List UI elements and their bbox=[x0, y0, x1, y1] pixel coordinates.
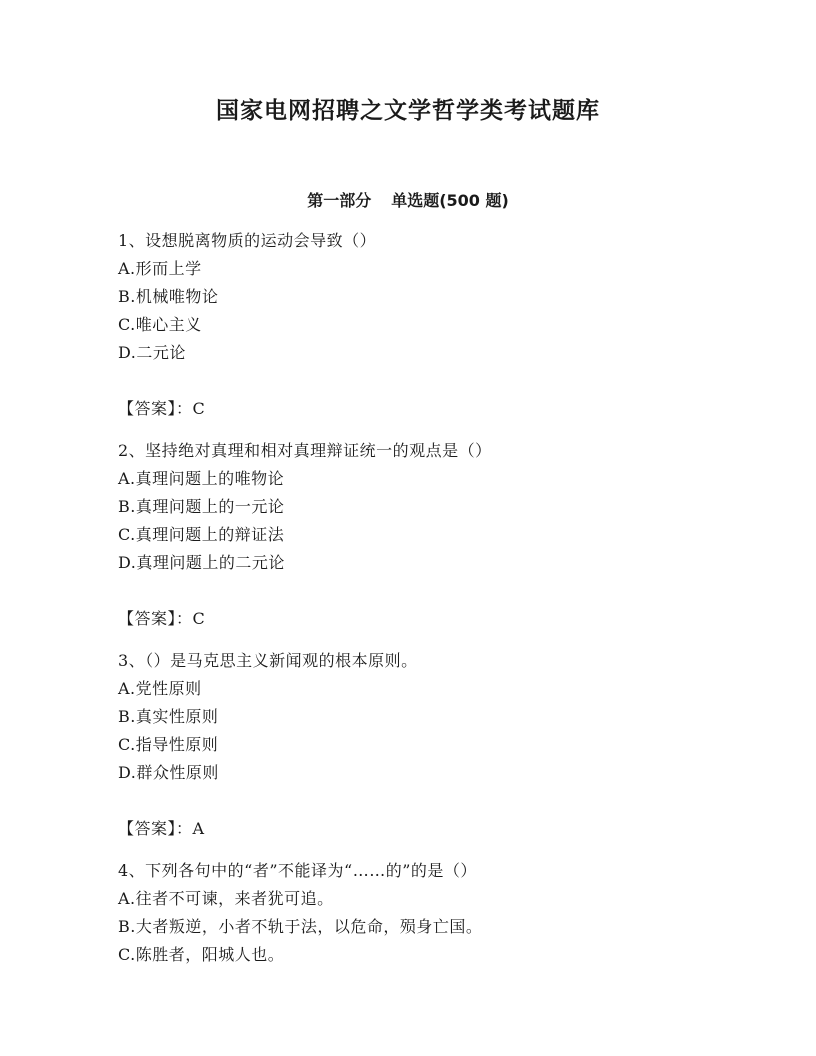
question-3 bbox=[118, 647, 738, 843]
question-4 bbox=[118, 857, 738, 969]
answer-value: C bbox=[192, 609, 206, 628]
answer-line bbox=[118, 395, 738, 423]
answer-line bbox=[118, 815, 738, 843]
answer-prefix: 【答案】： bbox=[118, 819, 193, 838]
option-c: C.陈胜者，阳城人也。 bbox=[118, 945, 285, 964]
option-c: C.真理问题上的辩证法 bbox=[118, 525, 285, 544]
question-1 bbox=[118, 227, 738, 423]
option-b: B.真理问题上的一元论 bbox=[118, 497, 285, 516]
answer-prefix: 【答案】： bbox=[118, 399, 193, 418]
option-d: D.群众性原则 bbox=[118, 763, 219, 782]
option-a: A.党性原则 bbox=[118, 679, 202, 698]
question-2 bbox=[118, 437, 738, 633]
question-stem: 4、下列各句中的“者”不能译为“……的”的是（） bbox=[118, 861, 477, 880]
option-b: B.真实性原则 bbox=[118, 707, 219, 726]
answer-value: A bbox=[192, 819, 205, 838]
option-a: A.形而上学 bbox=[118, 259, 202, 278]
question-stem: 2、坚持绝对真理和相对真理辩证统一的观点是（） bbox=[118, 441, 492, 460]
option-b: B.大者叛逆，小者不轨于法，以危命，殒身亡国。 bbox=[118, 917, 483, 936]
section-type: 单选题(500 题) bbox=[391, 191, 509, 210]
answer-value: C bbox=[192, 399, 206, 418]
answer-line bbox=[118, 605, 738, 633]
option-d: D.真理问题上的二元论 bbox=[118, 553, 285, 572]
section-title bbox=[0, 188, 816, 211]
option-d: D.二元论 bbox=[118, 343, 186, 362]
option-a: A.真理问题上的唯物论 bbox=[118, 469, 285, 488]
question-stem: 3、（）是马克思主义新闻观的根本原则。 bbox=[118, 651, 418, 670]
option-b: B.机械唯物论 bbox=[118, 287, 219, 306]
option-a: A.往者不可谏，来者犹可追。 bbox=[118, 889, 334, 908]
section-part: 第一部分 bbox=[307, 191, 372, 210]
option-c: C.指导性原则 bbox=[118, 735, 219, 754]
document-title: 国家电网招聘之文学哲学类考试题库 bbox=[216, 98, 600, 124]
question-stem: 1、设想脱离物质的运动会导致（） bbox=[118, 231, 377, 250]
answer-prefix: 【答案】： bbox=[118, 609, 193, 628]
option-c: C.唯心主义 bbox=[118, 315, 202, 334]
question-list bbox=[118, 227, 738, 969]
